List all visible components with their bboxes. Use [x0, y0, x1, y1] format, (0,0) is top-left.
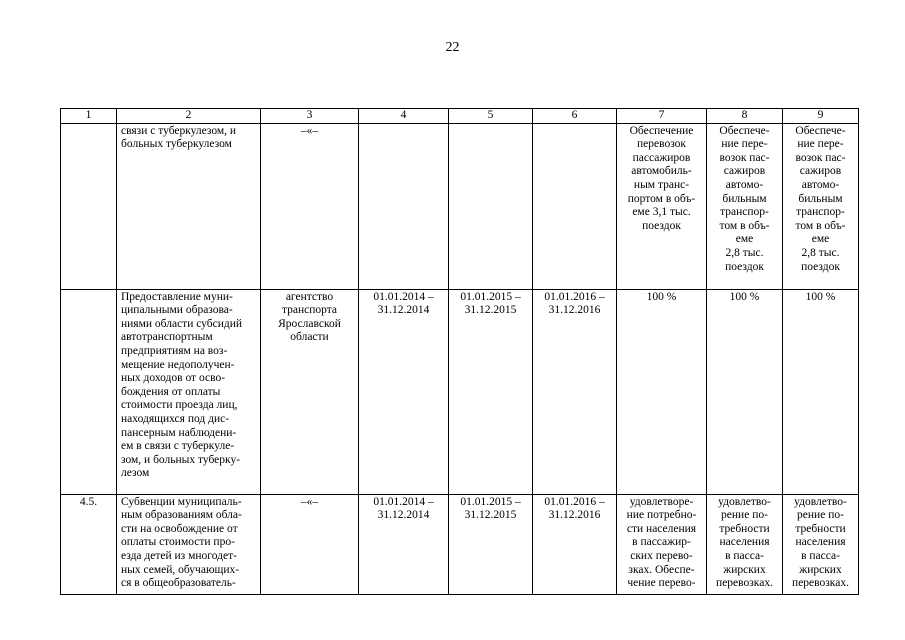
period-2015-cell: 01.01.2015 – 31.12.2015	[449, 494, 533, 594]
column-number: 4	[359, 109, 449, 124]
measure-name-cell: Предоставление муни- ципальными образова- ниями области субсидий автотранспортным предприятиям на воз- мещение недополучен- ных доходов от осво- бождения от оплаты стоимости проезда лиц, находящихся под дис- пансерным наблюдени- ем в связи с туберкуле- зом, и больных туберку- лезом	[117, 289, 261, 494]
item-number-cell: 4.5.	[61, 494, 117, 594]
result-2014-cell: Обеспечение перевозок пассажиров автомобиль- ным транс- портом в объ- еме 3,1 тыс. поездок	[617, 123, 707, 289]
period-2014-cell	[359, 123, 449, 289]
period-2016-cell: 01.01.2016 – 31.12.2016	[533, 494, 617, 594]
executor-cell: –«–	[261, 494, 359, 594]
column-number: 1	[61, 109, 117, 124]
item-number-cell	[61, 289, 117, 494]
measure-name-cell: Субвенции муниципаль- ным образованиям обла- сти на освобождение от оплаты стоимости про- езда детей из многодет- ных семей, обучающих- ся в общеобразователь-	[117, 494, 261, 594]
table-row	[61, 494, 859, 594]
result-2014-cell: удовлетворе- ние потребно- сти населения в пассажир- ских перево- зках. Обеспе- чение перево-	[617, 494, 707, 594]
item-number-cell	[61, 123, 117, 289]
column-number: 5	[449, 109, 533, 124]
column-number: 2	[117, 109, 261, 124]
executor-cell: –«–	[261, 123, 359, 289]
program-table	[60, 108, 859, 595]
measure-name-cell: связи с туберкулезом, и больных туберкулезом	[117, 123, 261, 289]
column-number: 9	[783, 109, 859, 124]
period-2014-cell: 01.01.2014 – 31.12.2014	[359, 289, 449, 494]
period-2016-cell	[533, 123, 617, 289]
executor-cell: агентство транспорта Ярославской области	[261, 289, 359, 494]
result-2016-cell: 100 %	[783, 289, 859, 494]
period-2015-cell: 01.01.2015 – 31.12.2015	[449, 289, 533, 494]
result-2015-cell: удовлетво- рение по- требности населения в пасса- жирских перевозках.	[707, 494, 783, 594]
column-number: 7	[617, 109, 707, 124]
column-number: 3	[261, 109, 359, 124]
column-number: 6	[533, 109, 617, 124]
result-2016-cell: удовлетво- рение по- требности населения в пасса- жирских перевозках.	[783, 494, 859, 594]
column-number-row	[61, 109, 859, 124]
result-2015-cell: 100 %	[707, 289, 783, 494]
page-number: 22	[445, 40, 460, 55]
result-2014-cell: 100 %	[617, 289, 707, 494]
period-2016-cell: 01.01.2016 – 31.12.2016	[533, 289, 617, 494]
period-2014-cell: 01.01.2014 – 31.12.2014	[359, 494, 449, 594]
result-2016-cell: Обеспече- ние пере- возок пас- сажиров автомо- бильным транспор- том в объ- еме 2,8 тыс. поездок	[783, 123, 859, 289]
result-2015-cell: Обеспече- ние пере- возок пас- сажиров автомо- бильным транспор- том в объ- еме 2,8 тыс. поездок	[707, 123, 783, 289]
column-number: 8	[707, 109, 783, 124]
table-row	[61, 123, 859, 289]
table-row	[61, 289, 859, 494]
period-2015-cell	[449, 123, 533, 289]
